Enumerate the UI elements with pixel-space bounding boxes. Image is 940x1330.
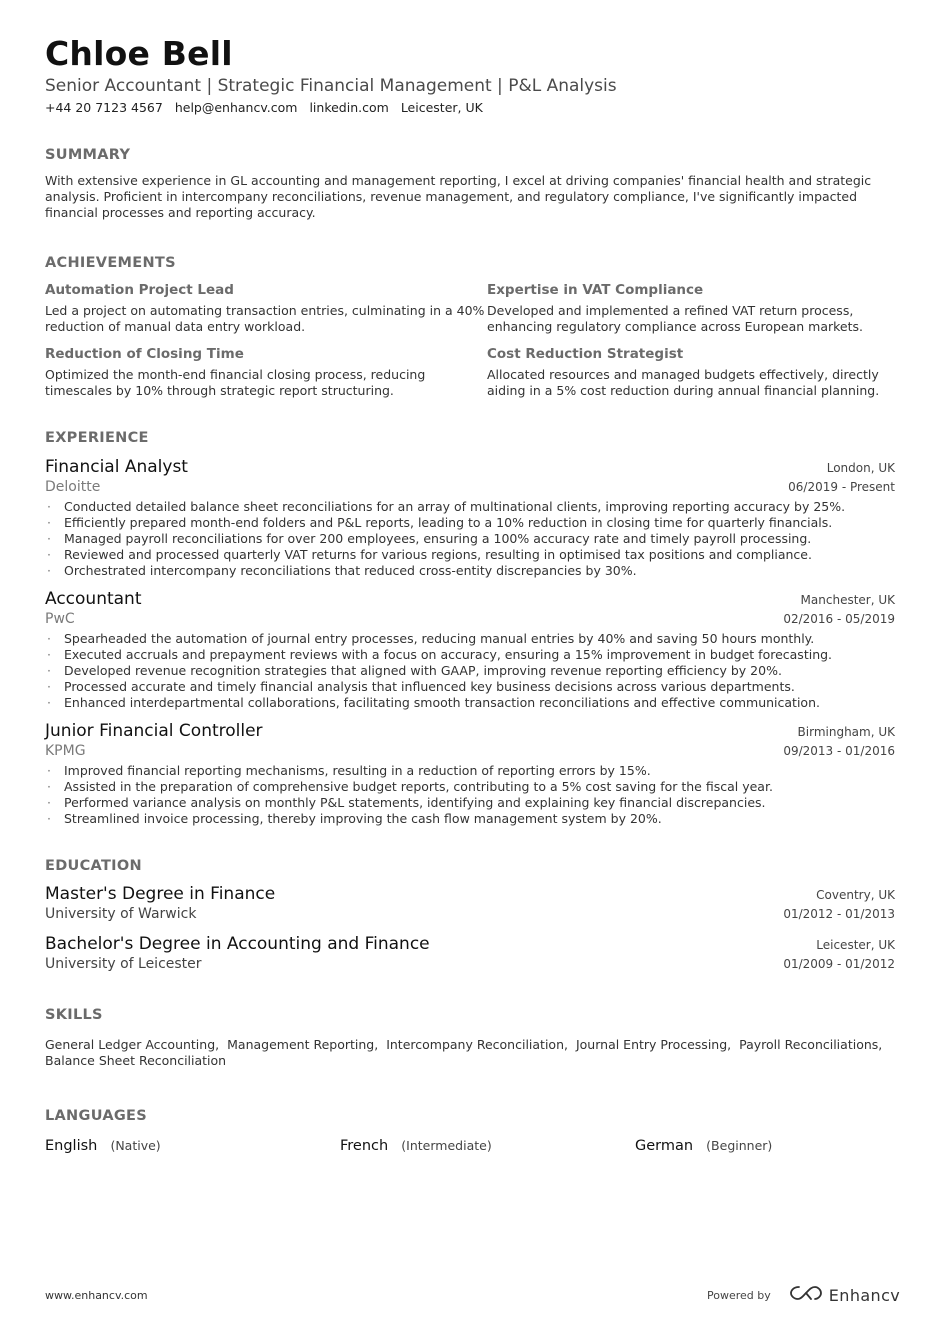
school-name: University of Warwick — [45, 906, 197, 922]
linkedin-link[interactable]: linkedin.com — [309, 100, 389, 115]
enhancv-brand-name: Enhancv — [828, 1285, 901, 1305]
list-item: · Efficiently prepared month-end folders and P&L reports, leading to a 10% reduction in closing time for quarterly financials. — [45, 515, 895, 531]
list-item: · Reviewed and processed quarterly VAT returns for various regions, resulting in optimised tax positions and compliance. — [45, 547, 895, 563]
achievement-description: Allocated resources and managed budgets effectively, directly aiding in a 5% cost reduction during annual financial planning. — [487, 367, 880, 398]
achievement-title: Expertise in VAT Compliance — [487, 282, 704, 298]
job-title: Financial Analyst — [45, 457, 188, 477]
language-item — [45, 1135, 340, 1154]
location: Leicester, UK — [400, 100, 483, 115]
achievement-item — [487, 281, 895, 335]
job-location: Birmingham, UK — [797, 725, 895, 739]
section-title: LANGUAGES — [45, 1108, 147, 1124]
language-level: (Native) — [110, 1138, 161, 1153]
resume-page — [45, 34, 895, 1154]
summary-section — [45, 146, 895, 221]
achievement-item — [45, 345, 487, 399]
list-item: · Assisted in the preparation of comprehensive budget reports, contributing to a 5% cost saving for the fiscal year. — [45, 779, 895, 795]
list-item: · Streamlined invoice processing, thereby improving the cash flow management system by 20%. — [45, 811, 895, 827]
list-item: · Orchestrated intercompany reconciliations that reduced cross-entity discrepancies by 30%. — [45, 563, 895, 579]
skill-item: Payroll Reconciliations, — [739, 1037, 883, 1052]
education-location: Leicester, UK — [816, 938, 895, 952]
section-title: SKILLS — [45, 1007, 103, 1023]
list-item: · Enhanced interdepartmental collaborations, facilitating smooth transaction reconciliations and effective communication. — [45, 695, 895, 711]
education-section — [45, 857, 895, 974]
job-bullets — [45, 499, 895, 579]
list-item: · Improved financial reporting mechanisms, resulting in a reduction of reporting errors by 15%. — [45, 763, 895, 779]
summary-text: With extensive experience in GL accounting and management reporting, I excel at driving companies' financial health and strategic analysis. Proficient in intercompany reconciliations, revenue management, and regulatory compliance, I've significantly impacted financial processes and reporting accuracy. — [45, 173, 872, 220]
achievement-item — [487, 345, 895, 399]
education-location: Coventry, UK — [816, 888, 895, 902]
list-item: · Conducted detailed balance sheet reconciliations for an array of multinational clients, improving reporting accuracy by 25%. — [45, 499, 895, 515]
skill-item: General Ledger Accounting, — [45, 1037, 220, 1052]
experience-section — [45, 429, 895, 827]
degree-title: Bachelor's Degree in Accounting and Finance — [45, 934, 430, 954]
skills-list — [45, 1037, 895, 1069]
job-dates: 06/2019 - Present — [788, 480, 895, 494]
languages-row — [45, 1135, 895, 1154]
list-item: · Spearheaded the automation of journal entry processes, reducing manual entries by 40% and saving 50 hours monthly. — [45, 631, 895, 647]
degree-title: Master's Degree in Finance — [45, 884, 276, 904]
section-title: SUMMARY — [45, 147, 131, 163]
enhancv-logo-icon — [789, 1284, 823, 1306]
experience-entry — [45, 721, 895, 827]
footer-website-link[interactable]: www.enhancv.com — [45, 1289, 148, 1302]
job-dates: 09/2013 - 01/2016 — [783, 744, 895, 758]
section-title: EDUCATION — [45, 858, 142, 874]
list-item: · Performed variance analysis on monthly P&L statements, identifying and explaining key financial discrepancies. — [45, 795, 895, 811]
list-item: · Developed revenue recognition strategies that aligned with GAAP, improving revenue reporting efficiency by 20%. — [45, 663, 895, 679]
section-title: EXPERIENCE — [45, 430, 149, 446]
company-name: PwC — [45, 611, 75, 627]
company-name: Deloitte — [45, 479, 101, 495]
language-level: (Intermediate) — [401, 1138, 492, 1153]
education-entry — [45, 884, 895, 924]
achievement-description: Optimized the month-end financial closing process, reducing timescales by 10% through strategic report structuring. — [45, 367, 426, 398]
achievement-title: Automation Project Lead — [45, 282, 234, 298]
education-entry — [45, 934, 895, 974]
powered-by-label: Powered by — [707, 1288, 771, 1302]
language-name: French — [340, 1138, 389, 1154]
achievements-section — [45, 254, 895, 399]
achievement-title: Reduction of Closing Time — [45, 346, 244, 362]
email-link[interactable]: help@enhancv.com — [174, 100, 298, 115]
skill-item: Intercompany Reconciliation, — [386, 1037, 568, 1052]
contact-info — [45, 100, 895, 116]
skill-item: Management Reporting, — [227, 1037, 379, 1052]
footer-branding — [707, 1284, 900, 1306]
education-dates: 01/2009 - 01/2012 — [783, 957, 895, 971]
job-location: London, UK — [826, 461, 895, 475]
school-name: University of Leicester — [45, 956, 202, 972]
job-location: Manchester, UK — [800, 593, 895, 607]
list-item: · Processed accurate and timely financial analysis that influenced key business decisions across various departments. — [45, 679, 895, 695]
candidate-headline: Senior Accountant | Strategic Financial Management | P&L Analysis — [45, 76, 617, 96]
language-name: German — [635, 1138, 694, 1154]
resume-header — [45, 34, 895, 116]
skill-item: Journal Entry Processing, — [575, 1037, 732, 1052]
languages-section — [45, 1107, 895, 1154]
list-item: · Executed accruals and prepayment reviews with a focus on accuracy, ensuring a 15% improvement in budget forecasting. — [45, 647, 895, 663]
phone-number: +44 20 7123 4567 — [45, 100, 163, 115]
job-dates: 02/2016 - 05/2019 — [783, 612, 895, 626]
achievement-description: Developed and implemented a refined VAT return process, enhancing regulatory compliance across European markets. — [487, 303, 863, 334]
achievement-description: Led a project on automating transaction entries, culminating in a 40% reduction of manual data entry workload. — [45, 303, 485, 334]
candidate-name: Chloe Bell — [45, 34, 233, 73]
language-item — [635, 1135, 895, 1154]
company-name: KPMG — [45, 743, 86, 759]
achievements-grid — [45, 281, 895, 399]
experience-entry — [45, 457, 895, 579]
job-bullets — [45, 763, 895, 827]
language-name: English — [45, 1138, 98, 1154]
enhancv-logo[interactable] — [789, 1284, 900, 1306]
language-level: (Beginner) — [706, 1138, 773, 1153]
list-item: · Managed payroll reconciliations for over 200 employees, ensuring a 100% accuracy rate and timely payroll processing. — [45, 531, 895, 547]
achievement-title: Cost Reduction Strategist — [487, 346, 684, 362]
experience-entry — [45, 589, 895, 711]
skill-item: Balance Sheet Reconciliation — [45, 1053, 227, 1068]
job-title: Accountant — [45, 589, 142, 609]
language-item — [340, 1135, 635, 1154]
job-bullets — [45, 631, 895, 711]
skills-section — [45, 1006, 895, 1069]
education-dates: 01/2012 - 01/2013 — [783, 907, 895, 921]
job-title: Junior Financial Controller — [45, 721, 263, 741]
achievement-item — [45, 281, 487, 335]
section-title: ACHIEVEMENTS — [45, 255, 176, 271]
